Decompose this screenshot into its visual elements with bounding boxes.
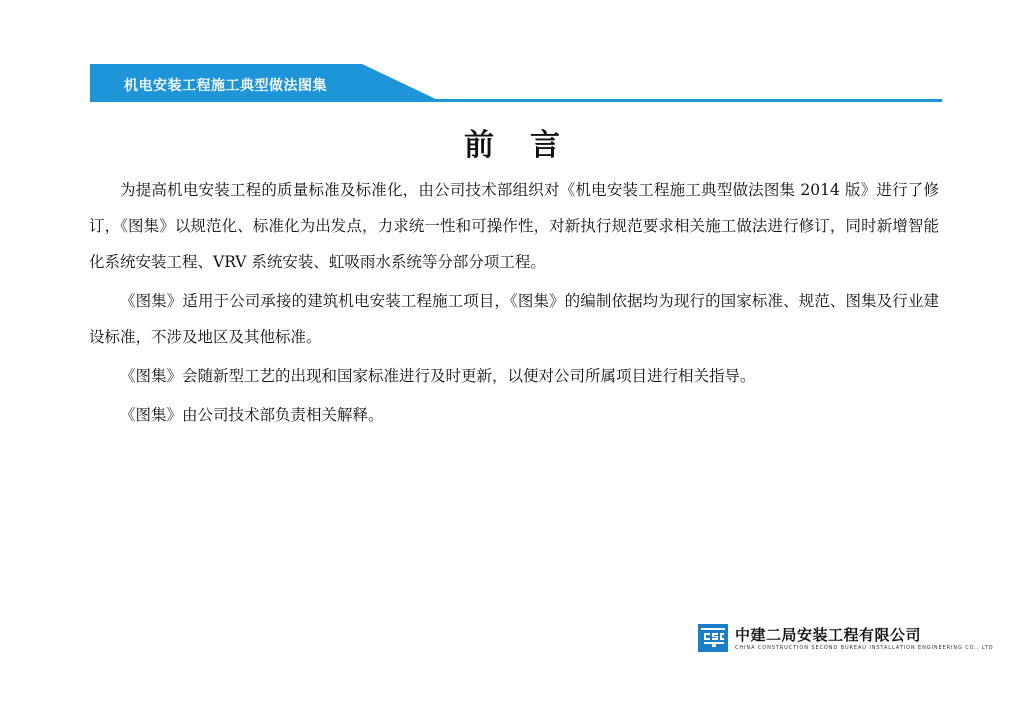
cscec-logo-icon — [698, 624, 728, 652]
header-banner — [90, 64, 442, 102]
preface-paragraph-4: 《图集》由公司技术部负责相关解释。 — [120, 406, 384, 424]
company-logo — [698, 624, 994, 656]
header-rule — [90, 99, 942, 102]
page-title-char-1: 前 — [464, 128, 494, 163]
preface-paragraph-2: 《图集》适用于公司承接的建筑机电安装工程施工项目，《图集》的编制依据均为现行的国家标准、规范、图集及行业建设标准，不涉及地区及其他标准。 — [89, 292, 939, 346]
preface-paragraph-3: 《图集》会随新型工艺的出现和国家标准进行及时更新，以便对公司所属项目进行相关指导。 — [120, 367, 756, 385]
company-name-en: CHINA CONSTRUCTION SECOND BUREAU INSTALLATION ENGINEERING CO., LTD — [735, 645, 994, 651]
preface-body — [89, 172, 939, 436]
preface-paragraph-1: 为提高机电安装工程的质量标准及标准化，由公司技术部组织对《机电安装工程施工典型做法图集 2014 版》进行了修订，《图集》以规范化、标准化为出发点，力求统一性和可操作性，对新执行规范要求相关施工做法进行修订，同时新增智能化系统安装工程、VRV 系统安装、虹吸雨水系统等分部分项工程。 — [89, 181, 939, 271]
company-name-cn: 中建二局安装工程有限公司 — [735, 626, 922, 644]
header-title: 机电安装工程施工典型做法图集 — [124, 78, 327, 94]
page-title — [0, 120, 1024, 164]
page-title-char-2: 言 — [530, 128, 560, 163]
